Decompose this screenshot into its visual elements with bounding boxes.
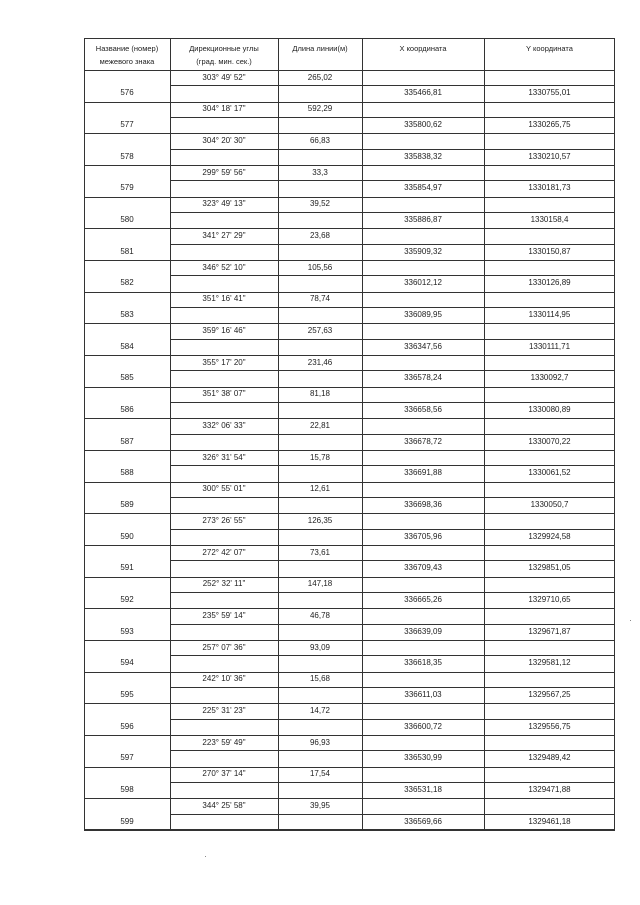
direction-angle: 252° 32' 11" [202,579,246,589]
point-name: 595 [120,690,134,700]
direction-angle: 223° 59' 49" [202,737,246,747]
x-coordinate: 336578,24 [404,373,442,383]
line-length: 14,72 [309,705,331,715]
direction-angle: 304° 18' 17" [202,104,246,114]
direction-angle: 355° 17' 20" [202,357,246,367]
segment-row-border [170,434,615,435]
y-coordinate: 1329851,05 [528,563,571,573]
segment-row-border [170,180,615,181]
direction-angle: 344° 25' 58" [202,800,246,810]
line-length: 231,46 [307,357,333,367]
line-length: 81,18 [309,389,331,399]
point-name: 581 [120,246,134,256]
point-name: 594 [120,658,134,668]
point-name: 598 [120,785,134,795]
y-coordinate: 1330092,7 [530,373,569,383]
point-name: 584 [120,341,134,351]
line-length: 66,83 [309,135,331,145]
y-coordinate: 1330111,71 [528,341,571,351]
direction-angle: 304° 20' 30" [202,135,246,145]
direction-angle: 235° 59' 14" [202,610,246,620]
segment-row-border [170,370,615,371]
segment-row-border [170,529,615,530]
point-row-border [84,608,615,609]
y-coordinate: 1330114,95 [528,310,571,320]
direction-angle: 346° 52' 10" [202,262,246,272]
point-name: 591 [120,563,134,573]
point-name: 587 [120,436,134,446]
point-name: 588 [120,468,134,478]
y-coordinate: 1329556,75 [528,721,571,731]
y-coordinate: 1330061,52 [528,468,571,478]
point-name: 586 [120,405,134,415]
line-length: 96,93 [309,737,331,747]
segment-row-border [170,655,615,656]
y-coordinate: 1330080,89 [528,405,571,415]
x-coordinate: 335909,32 [404,246,442,256]
point-row-border [84,323,615,324]
point-name: 590 [120,531,134,541]
point-row-border [84,513,615,514]
point-name: 596 [120,721,134,731]
segment-row-border [170,339,615,340]
point-row-border [84,228,615,229]
segment-row-border [170,687,615,688]
segment-row-border [170,592,615,593]
point-row-border [84,387,615,388]
point-row-border [84,577,615,578]
line-length: 33,3 [312,167,328,177]
line-length: 105,56 [307,262,333,272]
point-row-border [84,355,615,356]
direction-angle: 359° 16' 46" [202,325,246,335]
direction-angle: 351° 16' 41" [202,294,246,304]
line-length: 39,95 [309,800,331,810]
segment-row-border [170,719,615,720]
point-name: 576 [120,88,134,98]
line-length: 23,68 [309,230,331,240]
point-row-border [84,798,615,799]
x-coordinate: 336639,09 [404,626,442,636]
direction-angle: 270° 37' 14" [202,769,246,779]
segment-row-border [170,402,615,403]
point-name: 589 [120,500,134,510]
line-length: 12,61 [309,484,331,494]
y-coordinate: 1329581,12 [528,658,571,668]
header-angle-line1: Дирекционные углы [189,44,259,53]
segment-row-border [170,149,615,150]
x-coordinate: 336665,26 [404,595,442,605]
point-row-border [84,292,615,293]
segment-row-border [170,212,615,213]
direction-angle: 242° 10' 36" [202,674,246,684]
direction-angle: 272° 42' 07" [202,547,246,557]
x-coordinate: 335854,97 [404,183,442,193]
point-row-border [84,735,615,736]
direction-angle: 225° 31' 23" [202,705,246,715]
line-length: 22,81 [309,420,331,430]
segment-row-border [170,465,615,466]
line-length: 93,09 [309,642,331,652]
x-coordinate: 335886,87 [404,215,442,225]
direction-angle: 326° 31' 54" [202,452,246,462]
segment-row-border [170,497,615,498]
line-length: 39,52 [309,199,331,209]
point-name: 577 [120,120,134,130]
y-coordinate: 1329489,42 [528,753,571,763]
point-name: 579 [120,183,134,193]
point-name: 585 [120,373,134,383]
line-length: 265,02 [307,72,333,82]
y-coordinate: 1330126,89 [528,278,571,288]
segment-row-border [170,624,615,625]
direction-angle: 303° 49' 52" [202,72,246,82]
y-coordinate: 1330070,22 [528,436,571,446]
line-length: 592,29 [307,104,333,114]
header-bottom-border [84,70,615,71]
x-coordinate: 336611,03 [404,690,442,700]
point-name: 599 [120,816,134,826]
line-length: 78,74 [309,294,331,304]
x-coordinate: 336691,88 [404,468,442,478]
y-coordinate: 1330158,4 [530,215,569,225]
direction-angle: 332° 06' 33" [202,420,246,430]
x-coordinate: 336600,72 [404,721,442,731]
x-coordinate: 336658,56 [404,405,442,415]
y-coordinate: 1329461,18 [528,816,571,826]
direction-angle: 299° 59' 56" [202,167,246,177]
segment-row-border [170,307,615,308]
line-length: 147,18 [307,579,333,589]
point-row-border [84,830,615,831]
line-length: 73,61 [309,547,331,557]
y-coordinate: 1329924,58 [528,531,571,541]
x-coordinate: 335800,62 [404,120,442,130]
y-coordinate: 1330150,87 [528,246,571,256]
y-coordinate: 1330050,7 [530,500,569,510]
point-row-border [84,482,615,483]
segment-row-border [170,117,615,118]
point-row-border [84,767,615,768]
scan-speck [630,620,631,621]
x-coordinate: 335466,81 [404,88,442,98]
x-coordinate: 336347,56 [404,341,442,351]
point-row-border [84,165,615,166]
segment-row-border [170,814,615,815]
point-name: 578 [120,151,134,161]
direction-angle: 351° 38' 07" [202,389,246,399]
line-length: 15,78 [309,452,331,462]
point-row-border [84,545,615,546]
direction-angle: 323° 49' 13" [202,199,246,209]
header-x: X координата [399,44,447,53]
segment-row-border [170,782,615,783]
point-name: 580 [120,215,134,225]
header-name-line2: межевого знака [99,57,155,66]
line-length: 46,78 [309,610,331,620]
point-row-border [84,102,615,103]
x-coordinate: 336569,66 [404,816,442,826]
y-coordinate: 1329671,87 [528,626,571,636]
point-name: 583 [120,310,134,320]
table-border-top [84,38,615,39]
x-coordinate: 336012,12 [404,278,442,288]
y-coordinate: 1330755,01 [528,88,571,98]
header-y: Y координата [526,44,573,53]
x-coordinate: 336531,18 [404,785,442,795]
point-row-border [84,672,615,673]
point-name: 582 [120,278,134,288]
segment-row-border [170,750,615,751]
header-length: Длина линии(м) [292,44,348,53]
y-coordinate: 1329471,88 [528,785,571,795]
y-coordinate: 1330210,57 [528,151,571,161]
point-row-border [84,703,615,704]
scan-speck [205,856,206,857]
segment-row-border [170,560,615,561]
y-coordinate: 1329567,25 [528,690,571,700]
direction-angle: 257° 07' 36" [202,642,246,652]
segment-row-border [170,275,615,276]
line-length: 17,54 [309,769,331,779]
x-coordinate: 336709,43 [404,563,442,573]
point-row-border [84,418,615,419]
line-length: 15,68 [309,674,331,684]
segment-row-border [170,85,615,86]
x-coordinate: 335838,32 [404,151,442,161]
line-length: 126,35 [307,515,333,525]
line-length: 257,63 [307,325,333,335]
x-coordinate: 336705,96 [404,531,442,541]
point-name: 597 [120,753,134,763]
x-coordinate: 336678,72 [404,436,442,446]
y-coordinate: 1330181,73 [528,183,571,193]
header-angle-line2: (град. мин. сек.) [196,57,252,66]
point-name: 592 [120,595,134,605]
x-coordinate: 336698,36 [404,500,442,510]
direction-angle: 341° 27' 29" [202,230,246,240]
header-name-line1: Название (номер) [95,44,159,53]
point-row-border [84,640,615,641]
y-coordinate: 1330265,75 [528,120,571,130]
boundary-coordinates-table [84,38,615,830]
point-row-border [84,260,615,261]
x-coordinate: 336089,95 [404,310,442,320]
segment-row-border [170,244,615,245]
x-coordinate: 336618,35 [404,658,442,668]
direction-angle: 273° 26' 55" [202,515,246,525]
x-coordinate: 336530,99 [404,753,442,763]
point-row-border [84,133,615,134]
direction-angle: 300° 55' 01" [202,484,246,494]
point-name: 593 [120,626,134,636]
y-coordinate: 1329710,65 [528,595,571,605]
point-row-border [84,450,615,451]
point-row-border [84,197,615,198]
